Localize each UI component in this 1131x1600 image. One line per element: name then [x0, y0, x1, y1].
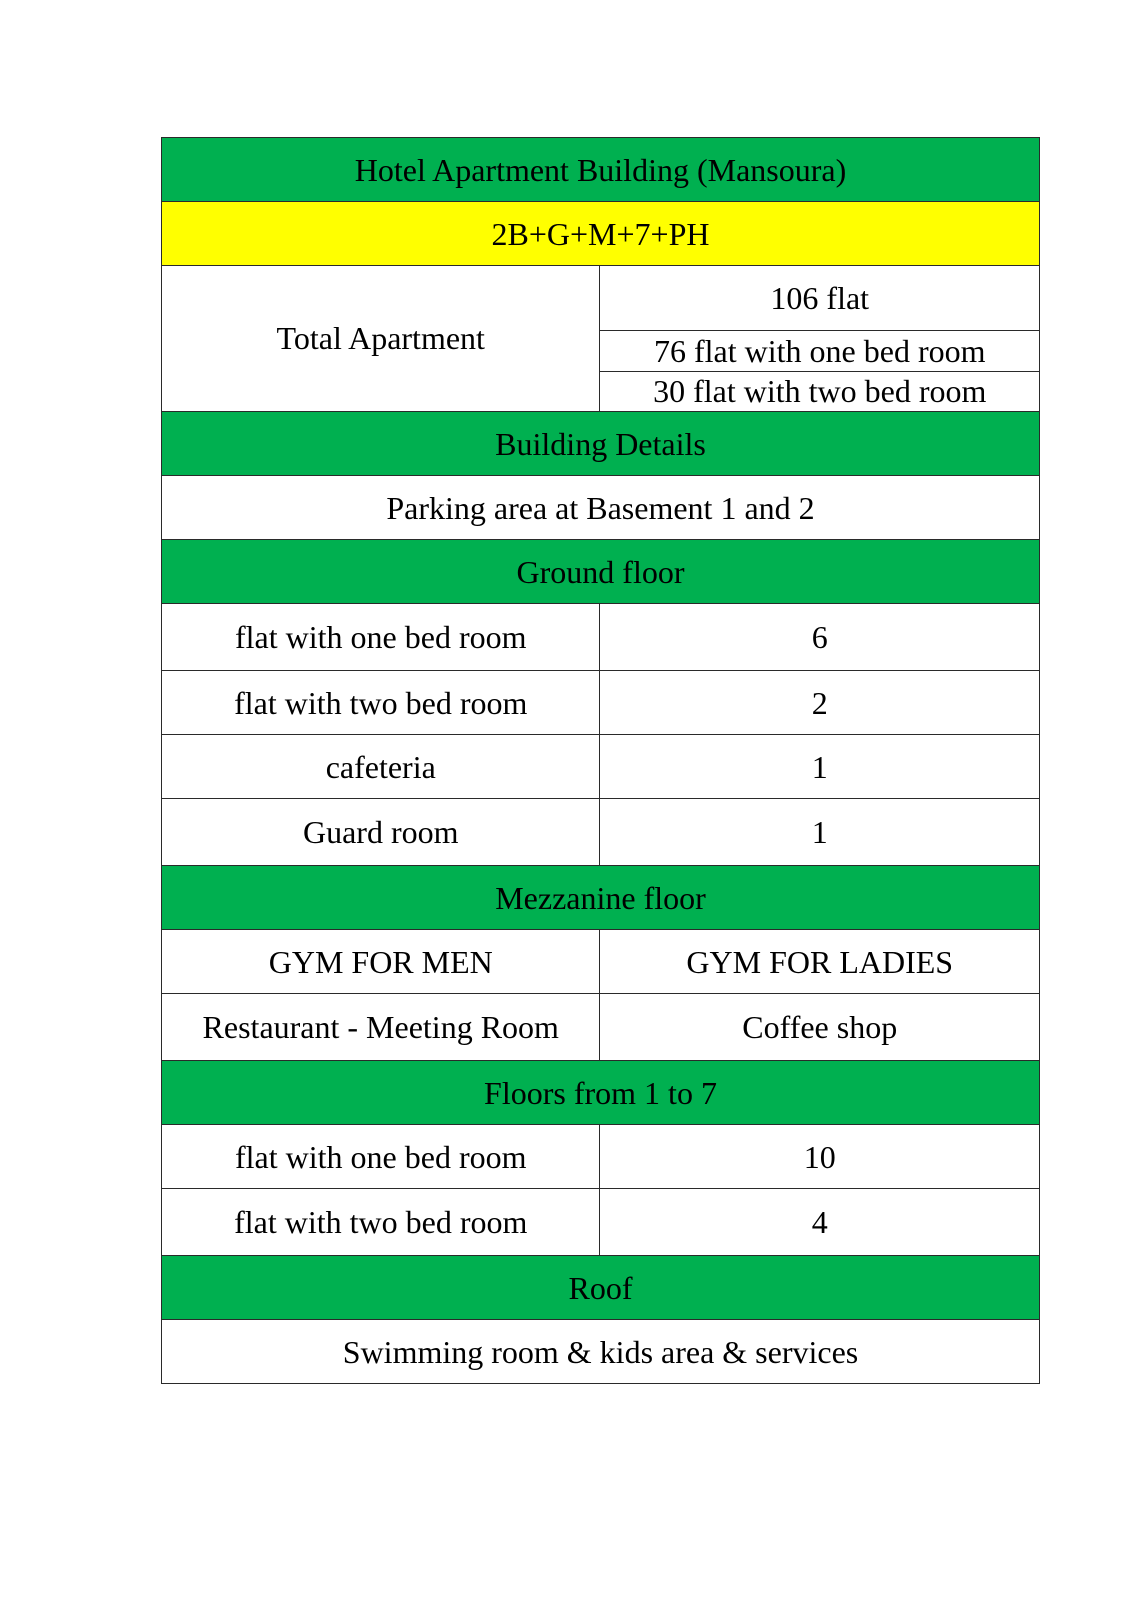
table-row — [162, 604, 1040, 671]
floors-label: flat with one bed room — [162, 1125, 600, 1189]
mezzanine-right: GYM FOR LADIES — [600, 930, 1040, 994]
ground-floor-value: 6 — [600, 604, 1040, 671]
parking-info: Parking area at Basement 1 and 2 — [162, 476, 1040, 540]
total-apartment-label-text: Total Apartment — [276, 320, 485, 356]
total-apartment-label — [162, 266, 600, 412]
section-heading-roof: Roof — [162, 1256, 1040, 1320]
ground-floor-label: flat with two bed room — [162, 671, 600, 735]
floors-value: 10 — [600, 1125, 1040, 1189]
section-heading-mezzanine-floor: Mezzanine floor — [162, 866, 1040, 930]
table-row — [162, 671, 1040, 735]
ground-floor-label: Guard room — [162, 799, 600, 866]
mezzanine-left: GYM FOR MEN — [162, 930, 600, 994]
roof-row — [162, 1320, 1040, 1384]
section-heading-building-details: Building Details — [162, 412, 1040, 476]
ground-floor-value: 1 — [600, 799, 1040, 866]
building-summary-table — [161, 137, 1040, 1384]
table-row — [162, 735, 1040, 799]
ground-floor-heading-row — [162, 540, 1040, 604]
building-details-heading-row — [162, 412, 1040, 476]
table-row — [162, 1125, 1040, 1189]
roof-content: Swimming room & kids area & services — [162, 1320, 1040, 1384]
ground-floor-value: 2 — [600, 671, 1040, 735]
table-row — [162, 799, 1040, 866]
mezzanine-heading-row — [162, 866, 1040, 930]
total-apartment-count: 106 flat — [600, 266, 1040, 331]
section-heading-floors-1-7: Floors from 1 to 7 — [162, 1061, 1040, 1125]
title-row — [162, 138, 1040, 202]
table-title: Hotel Apartment Building (Mansoura) — [162, 138, 1040, 202]
floors-heading-row — [162, 1061, 1040, 1125]
mezzanine-left: Restaurant - Meeting Room — [162, 994, 600, 1061]
section-heading-ground-floor: Ground floor — [162, 540, 1040, 604]
building-code: 2B+G+M+7+PH — [162, 202, 1040, 266]
ground-floor-value: 1 — [600, 735, 1040, 799]
code-row — [162, 202, 1040, 266]
ground-floor-label: cafeteria — [162, 735, 600, 799]
roof-heading-row — [162, 1256, 1040, 1320]
total-apartment-two-bed: 30 flat with two bed room — [600, 371, 1040, 411]
total-apartment-one-bed: 76 flat with one bed room — [600, 331, 1040, 371]
mezzanine-right: Coffee shop — [600, 994, 1040, 1061]
floors-value: 4 — [600, 1189, 1040, 1256]
ground-floor-label: flat with one bed room — [162, 604, 600, 671]
table-row — [162, 930, 1040, 994]
table-row — [162, 1189, 1040, 1256]
table-row — [162, 994, 1040, 1061]
floors-label: flat with two bed room — [162, 1189, 600, 1256]
parking-row — [162, 476, 1040, 540]
total-apartment-row — [162, 266, 1040, 331]
